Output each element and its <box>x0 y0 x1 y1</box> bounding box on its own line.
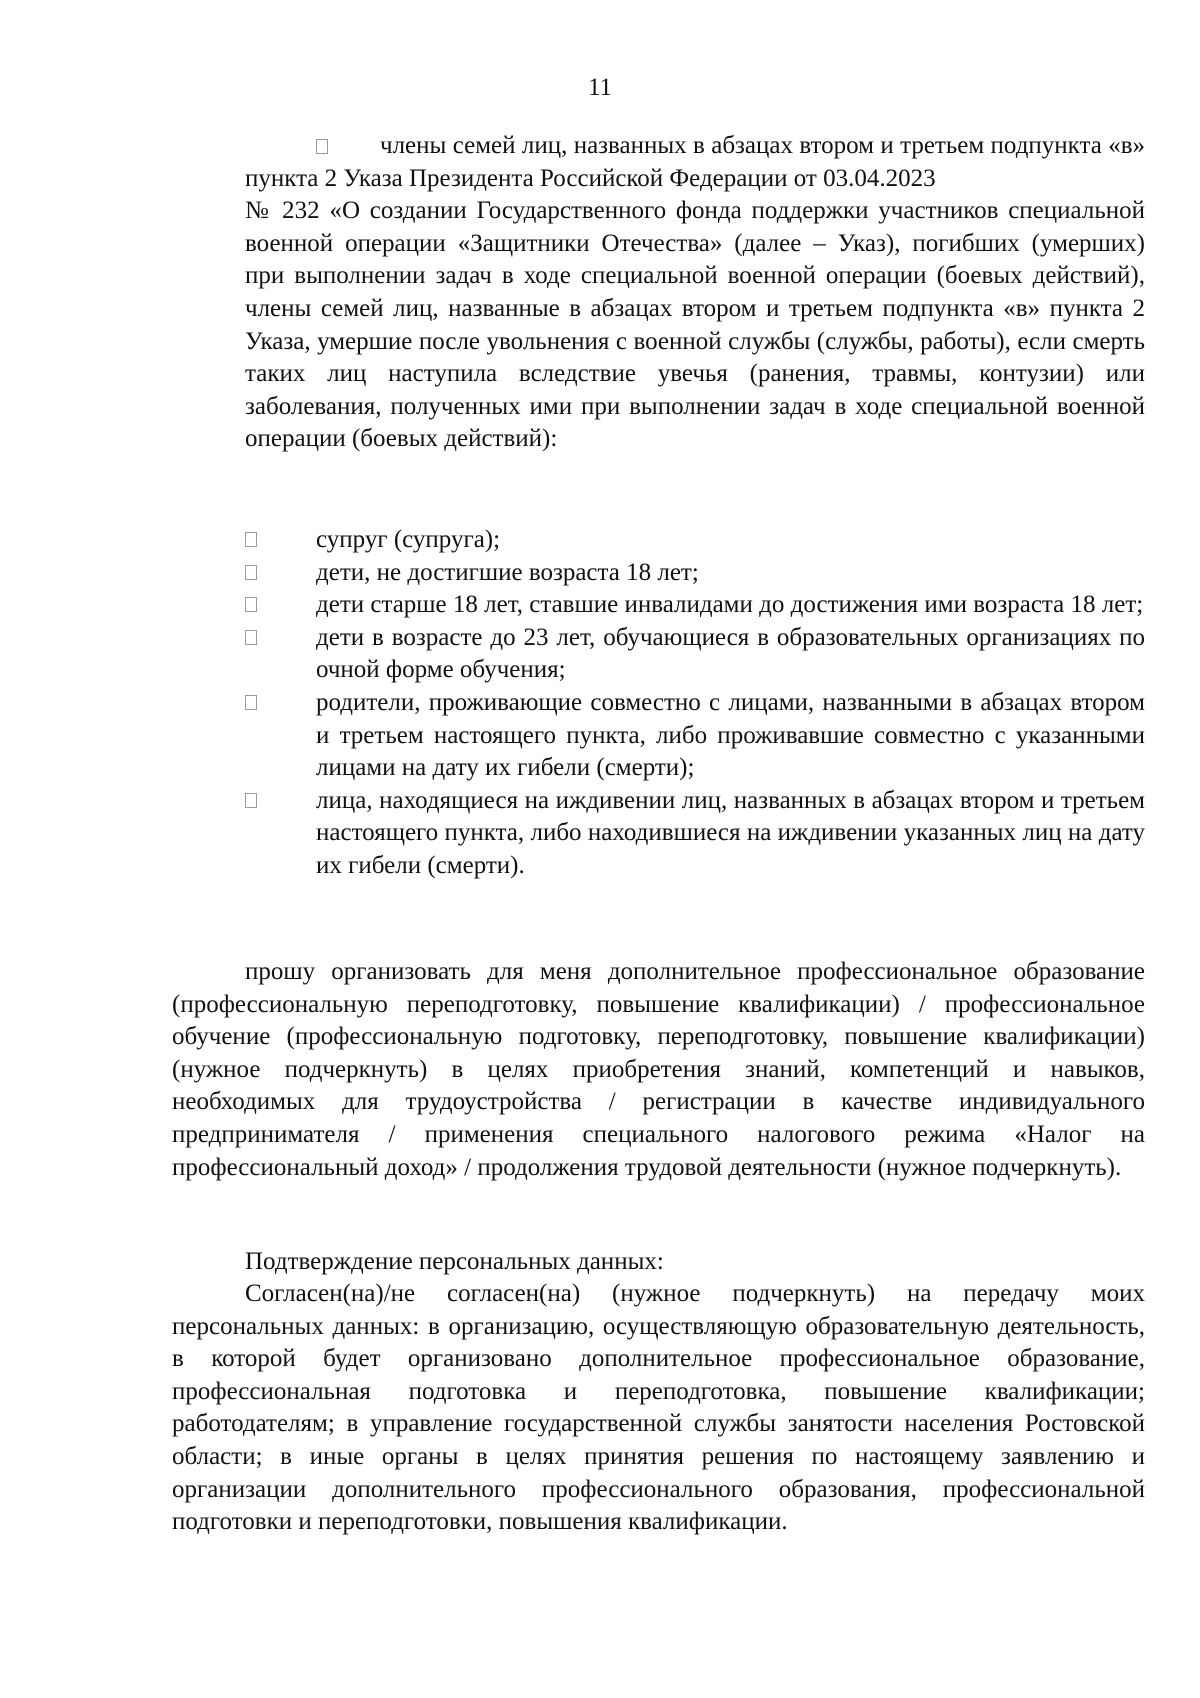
list-item <box>245 687 1145 785</box>
checkbox-square-icon[interactable] <box>316 139 328 154</box>
consent-heading: Подтверждение персональных данных: <box>245 1248 664 1275</box>
request-text: прошу организовать для меня дополнительное профессиональное образование (профессиональную переподготовку, повышение квалификации) / профессиональное обучение (профессиональную подготовку, переподготовку, повышение квалификации) (нужное подчеркнуть) в целях приобретения знаний, компетенций и навыков, необходимых для трудоустройства / регистрации в качестве индивидуального предпринимателя / применения специального налогового режима «Налог на профессиональный доход» / продолжения трудовой деятельности (нужное подчеркнуть). <box>172 958 1145 1181</box>
first-item-paragraph <box>245 130 1145 456</box>
checkbox-square-icon[interactable] <box>245 630 257 645</box>
checkbox-square-icon[interactable] <box>245 565 257 580</box>
page-number: 11 <box>587 74 613 101</box>
list-item <box>245 557 1145 590</box>
list-item-label: дети, не достигшие возраста 18 лет; <box>316 558 699 586</box>
checkbox-square-icon[interactable] <box>245 532 257 547</box>
list-item-label: дети старше 18 лет, ставшие инвалидами до достижения ими возраста 18 лет; <box>316 591 1144 619</box>
request-paragraph <box>172 956 1145 1184</box>
list-item-label: лица, находящиеся на иждивении лиц, названных в абзацах втором и третьем настоящего пункта, либо находившиеся на иждивении указанных лиц на дату их гибели (смерти). <box>316 786 1145 879</box>
first-item-text: члены семей лиц, названных в абзацах втором и третьем подпункта «в» пункта 2 Указа Президента Российской Федерации от 03.04.2023 <box>245 132 1145 192</box>
first-item-text-continued: № 232 «О создании Государственного фонда поддержки участников специальной военной операции «Защитники Отечества» (далее – Указ), погибших (умерших) при выполнении задач в ходе специальной военной операции (боевых действий), члены семей лиц, названные в абзацах втором и третьем подпункта «в» пункта 2 Указа, умершие после увольнения с военной службы (службы, работы), если смерть таких лиц наступила вследствие увечья (ранения, травмы, контузии) или заболевания, полученных ими при выполнении задач в ходе специальной военной операции (боевых действий): <box>245 197 1145 453</box>
list-item <box>245 524 1145 557</box>
list-item <box>245 622 1145 687</box>
list-item <box>245 785 1145 883</box>
checkbox-square-icon[interactable] <box>245 597 257 612</box>
family-members-list <box>245 524 1145 883</box>
list-item-label: родители, проживающие совместно с лицами, названными в абзацах втором и третьем настоящего пункта, либо проживавшие совместно с указанными лицами на дату их гибели (смерти); <box>316 688 1145 782</box>
list-item-label: супруг (супруга); <box>316 526 501 553</box>
checkbox-square-icon[interactable] <box>245 793 257 808</box>
checkbox-square-icon[interactable] <box>245 695 257 710</box>
list-item <box>245 589 1145 622</box>
consent-text: Согласен(на)/не согласен(на) (нужное подчеркнуть) на передачу моих персональных данных: в организацию, осуществляющую образовательную деятельность, в которой будет организовано дополнительное профессиональное образование, профессиональная подготовка и переподготовка, повышение квалификации; работодателям; в управление государственной службы занятости населения Ростовской области; в иные органы в целях принятия решения по настоящему заявлению и организации дополнительного профессионального образования, профессиональной подготовки и переподготовки, повышения квалификации. <box>172 1280 1145 1536</box>
list-item-label: дети в возрасте до 23 лет, обучающиеся в образовательных организациях по очной форме обучения; <box>316 623 1145 684</box>
consent-paragraph <box>172 1278 1145 1539</box>
